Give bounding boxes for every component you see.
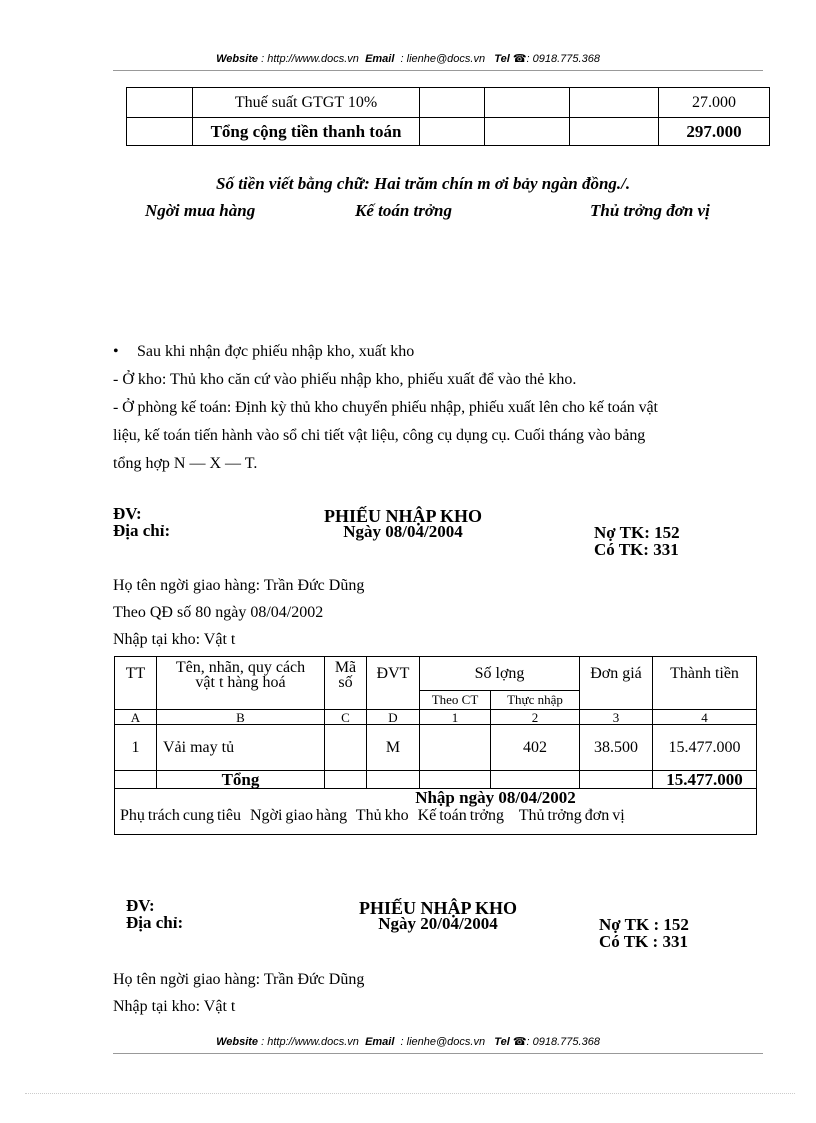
col-name: Tên, nhãn, quy cách vật t hàng hoá — [157, 657, 325, 710]
tel-number: : 0918.775.368 — [526, 1036, 600, 1048]
page-header — [0, 52, 816, 65]
receipt-table — [114, 656, 757, 835]
sum-total: 15.477.000 — [653, 771, 757, 789]
table-code-row: A B C D 1 2 3 4 — [115, 710, 757, 725]
footer-signatures: Phụ trách cung tiêu Ngời giao hàng Thủ kho Kế toán trởng Thủ trởng đơn vị — [120, 807, 625, 824]
col-price: Đơn giá — [580, 657, 653, 710]
form1-date: Ngày 08/04/2004 — [343, 522, 463, 541]
tax-amount: 27.000 — [659, 88, 770, 118]
text-line: - Ở phòng kế toán: Định kỳ thủ kho chuyển phiếu nhập, phiếu xuất lên cho kế toán vật — [113, 399, 658, 416]
form1-deliverer: Họ tên ngời giao hàng: Trần Đức Dũng — [113, 577, 365, 594]
header-rule — [113, 70, 763, 71]
form2-title: PHIẾU NHẬP KHO — [358, 898, 517, 918]
col-qty: Số lợng — [420, 657, 580, 691]
sig-buyer: Ngời mua hàng — [145, 201, 256, 220]
procedure-text — [113, 338, 763, 478]
form2-date: Ngày 20/04/2004 — [378, 914, 498, 933]
phone-icon: ☎ — [512, 1036, 527, 1048]
form1-dv: ĐV: — [113, 504, 142, 523]
text-line: tổng hợp N — X — T. — [113, 455, 258, 472]
sum-label: Tổng — [157, 771, 325, 789]
col-unit: ĐVT — [367, 657, 420, 710]
email-address[interactable]: : lienhe@docs.vn — [400, 53, 486, 65]
email-address[interactable]: : lienhe@docs.vn — [400, 1036, 486, 1048]
form1-warehouse: Nhập tại kho: Vật t — [113, 631, 236, 648]
amount-in-words: Số tiền viết bằng chữ: Hai trăm chín m ơi bảy ngàn đồng./. — [216, 174, 631, 193]
grand-total-label: Tổng cộng tiền thanh toán — [193, 118, 420, 146]
grand-total-amount: 297.000 — [659, 118, 770, 146]
table-sum-row — [115, 771, 757, 789]
table-row — [127, 88, 770, 118]
website-url[interactable]: : http://www.docs.vn — [261, 1036, 359, 1048]
phone-icon: ☎ — [512, 53, 527, 65]
sig-head: Thủ trởng đơn vị — [590, 201, 710, 220]
text-line: liệu, kế toán tiến hành vào sổ chi tiết vật liệu, công cụ dụng cụ. Cuối tháng vào bảng — [113, 427, 646, 444]
text-line: - Ở kho: Thủ kho căn cứ vào phiếu nhập kho, phiếu xuất để vào thẻ kho. — [113, 371, 577, 388]
form1-debit: Nợ TK: 152 — [594, 523, 680, 542]
table-row: 1 Vải may tủ M 402 38.500 15.477.000 — [115, 725, 757, 771]
summary-table — [126, 87, 770, 146]
tel-number: : 0918.775.368 — [526, 53, 600, 65]
form2-debit: Nợ TK : 152 — [599, 915, 689, 934]
tel-label: Tel — [494, 1036, 510, 1048]
form1-title: PHIẾU NHẬP KHO — [323, 506, 482, 526]
sig-accountant: Kế toán trởng — [355, 201, 452, 220]
website-label: Website — [216, 1036, 259, 1048]
form1-decision: Theo QĐ số 80 ngày 08/04/2002 — [113, 604, 324, 621]
table-row — [127, 118, 770, 146]
page-edge — [25, 1093, 795, 1094]
table-header-row — [115, 657, 757, 691]
form2-dv: ĐV: — [126, 896, 155, 915]
col-tt: TT — [115, 657, 157, 710]
email-label: Email — [365, 53, 395, 65]
col-qty-actual: Thực nhập — [491, 691, 580, 710]
table-footer-row — [115, 789, 757, 835]
col-code: Mã số — [325, 657, 367, 710]
tel-label: Tel — [494, 53, 510, 65]
form1-credit: Có TK: 331 — [594, 540, 679, 559]
bullet-line: • Sau khi nhận đợc phiếu nhập kho, xuất kho — [113, 338, 763, 366]
footer-date: Nhập ngày 08/04/2002 — [415, 788, 576, 807]
col-qty-doc: Theo CT — [420, 691, 491, 710]
form2-warehouse: Nhập tại kho: Vật t — [113, 998, 236, 1015]
page-footer — [0, 1035, 816, 1048]
bullet-icon: • — [113, 343, 119, 360]
tax-label: Thuế suất GTGT 10% — [193, 88, 420, 118]
form2-credit: Có TK : 331 — [599, 932, 688, 951]
form1-address: Địa chỉ: — [113, 521, 171, 540]
col-total: Thành tiền — [653, 657, 757, 710]
website-label: Website — [216, 53, 259, 65]
footer-rule — [113, 1053, 763, 1054]
form2-deliverer: Họ tên ngời giao hàng: Trần Đức Dũng — [113, 971, 365, 988]
form2-address: Địa chỉ: — [126, 913, 184, 932]
email-label: Email — [365, 1036, 395, 1048]
website-url[interactable]: : http://www.docs.vn — [261, 53, 359, 65]
